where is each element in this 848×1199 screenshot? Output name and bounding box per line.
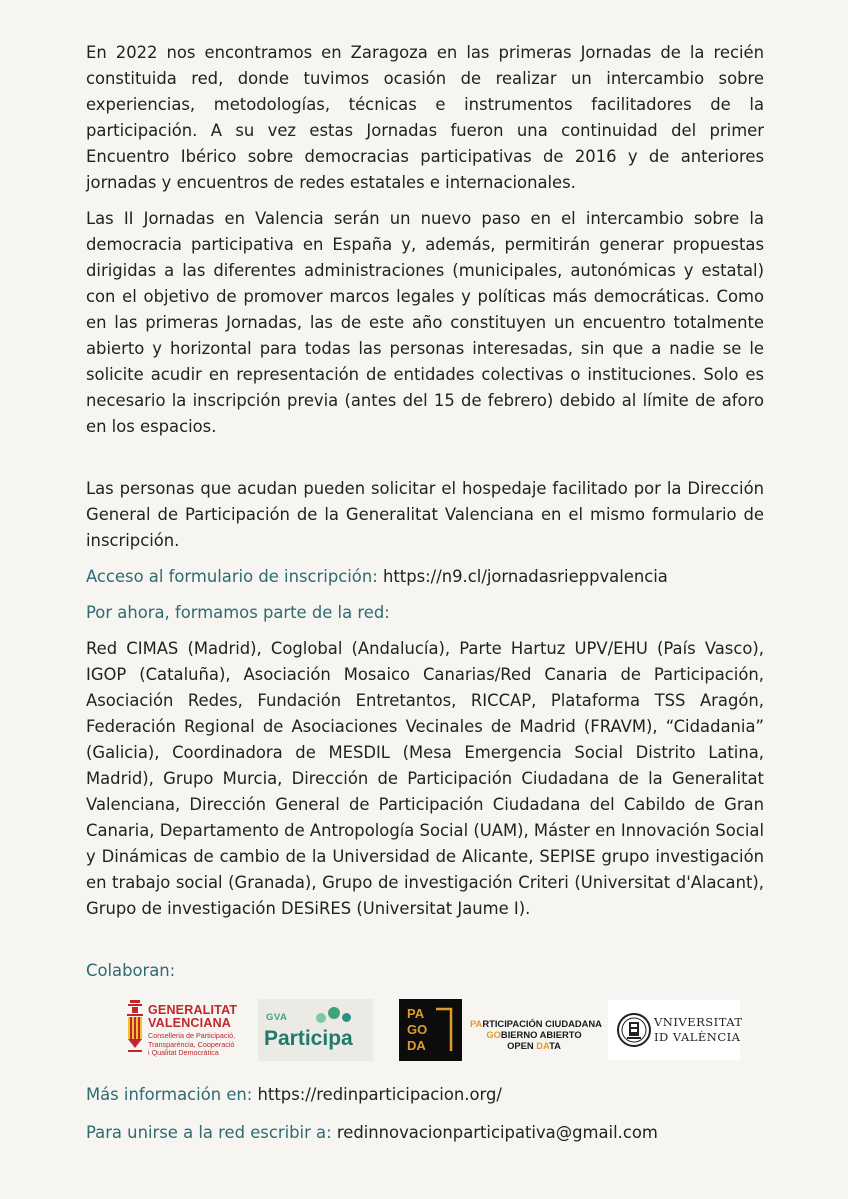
more-info-link[interactable]: https://redinparticipacion.org/ [257,1085,502,1104]
collaborators-heading: Colaboran: [86,961,176,980]
generalitat-emblem-icon [126,1000,144,1058]
pagoda-logo [399,999,462,1061]
teal-dot-icon [342,1013,351,1022]
participa-label: Participa [264,1027,353,1050]
green-dot-icon [316,1013,326,1023]
hospedaje-paragraph: Las personas que acudan pueden solicitar el hospedaje facilitado por la Dirección General de Participación de la Generalitat Valenciana en el mismo formulario de inscripción. [86,479,764,550]
more-info-line [86,1082,502,1108]
registration-line [86,564,764,590]
universitat-valencia-logo [608,1000,743,1060]
generalitat-logo [122,998,242,1062]
collaborator-logos [118,998,743,1066]
main-content [86,40,764,994]
join-line [86,1120,658,1146]
participacion-ciudadana-logo [470,998,602,1062]
registration-link[interactable]: https://n9.cl/jornadasrieppvalencia [382,567,668,586]
more-info-label: Más información en: [86,1085,253,1104]
pagoda-letters-1: PA [407,1006,425,1021]
generalitat-subtitle: Conselleria de Participació, Transparència, Cooperació i Qualitat Democràtica [148,1031,236,1057]
pagoda-letters-2: GO [407,1022,428,1037]
gobierno-line: GOBIERNO ABIERTO [486,1029,582,1040]
jornadas-paragraph: Las II Jornadas en Valencia serán un nuevo paso en el intercambio sobre la democracia participativa en España y, además, permitirán generar propuestas dirigidas a las diferentes administraciones (municipales, autonómicas y estatal) con el objetivo de promover marcos legales y políticas más democráticas. Como en las primeras Jornadas, las de este año constituyen un encuentro totalmente abierto y horizontal para todas las personas interesadas, sin que a nadie se le solicite acudir en representación de entidades colectivas o instituciones. Solo es necesario la inscripción previa (antes del 15 de febrero) debido al límite de aforo en los espacios. [86,209,764,436]
pagoda-letters-3: DA [407,1038,426,1053]
universitat-label: VNIVERSITAT ID VALÈNCIA [654,1015,743,1044]
registration-label: Acceso al formulario de inscripción: [86,567,378,586]
university-seal-icon [616,1010,652,1050]
open-data-line: OPEN DATA [507,1040,561,1051]
join-label: Para unirse a la red escribir a: [86,1123,332,1142]
join-email-link[interactable]: redinnovacionparticipativa@gmail.com [336,1123,658,1142]
pagoda-bracket-icon [435,1007,453,1053]
green-dot-icon [328,1007,340,1019]
gva-participa-logo [258,999,373,1061]
generalitat-title: GENERALITAT VALENCIANA [148,1003,238,1030]
gva-label: GVA [266,1012,288,1023]
members-heading: Por ahora, formamos parte de la red: [86,603,390,622]
intro-paragraph: En 2022 nos encontramos en Zaragoza en las primeras Jornadas de la recién constituida red, donde tuvimos ocasión de realizar un intercambio sobre experiencias, metodologías, técnicas e instrumentos facilitadores de la participación. A su vez estas Jornadas fueron una continuidad del primer Encuentro Ibérico sobre democracias participativas de 2016 y de anteriores jornadas y encuentros de redes estatales e internacionales. [86,43,764,192]
members-list: Red CIMAS (Madrid), Coglobal (Andalucía), Parte Hartuz UPV/EHU (País Vasco), IGOP (Cataluña), Asociación Mosaico Canarias/Red Canaria de Participación, Asociación Redes, Fundación Entretantos, RICCAP, Plataforma TSS Aragón, Federación Regional de Asociaciones Vecinales de Madrid (FRAVM), “Cidadania” (Galicia), Coordinadora de MESDIL (Mesa Emergencia Social Distrito Latina, Madrid), Grupo Murcia, Dirección de Participación Ciudadana de la Generalitat Valenciana, Dirección General de Participación Ciudadana del Cabildo de Gran Canaria, Departamento de Antropología Social (UAM), Máster en Innovación Social y Dinámicas de cambio de la Universidad de Alicante, SEPISE grupo investigación en trabajo social (Granada), Grupo de investigación Criteri (Universitat d'Alacant), Grupo de investigación DESiRES (Universitat Jaume I). [86,639,764,918]
participacion-line: PARTICIPACIÓN CIUDADANA [470,1018,602,1029]
